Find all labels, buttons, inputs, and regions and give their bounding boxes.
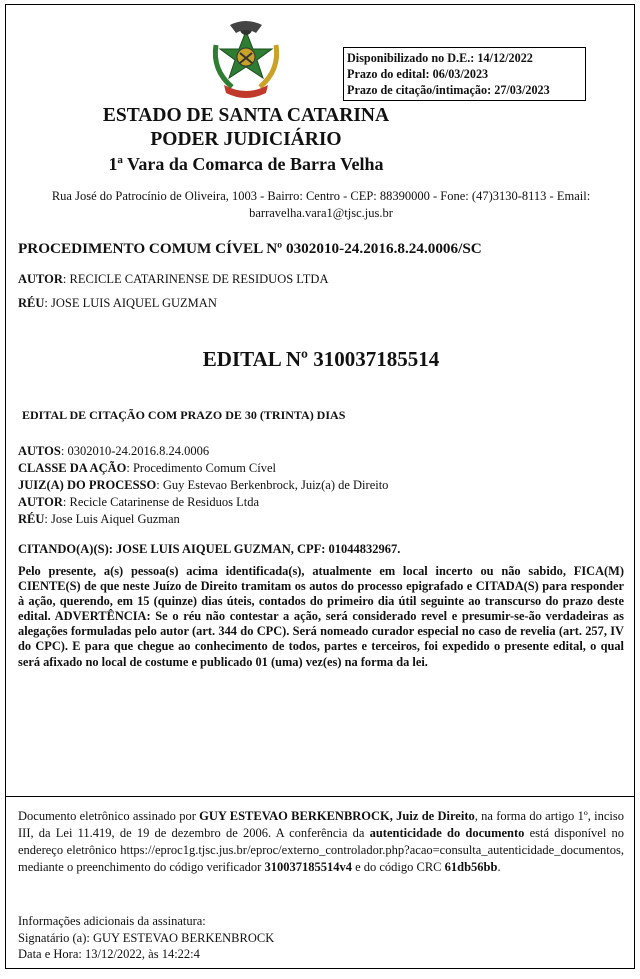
party-reu (18, 296, 217, 311)
detail-reu (18, 511, 388, 528)
juiz-label: JUIZ(A) DO PROCESSO (18, 478, 157, 492)
verification-code: 310037185514v4 (264, 860, 352, 874)
classe-value: : Procedimento Comum Cível (126, 461, 277, 475)
publication-dates-box (343, 47, 586, 101)
court-header (6, 104, 486, 176)
edital-page (5, 4, 635, 969)
edital-body-text: Pelo presente, a(s) pessoa(s) acima identificada(s), atualmente em local incerto ou não sabido, FICA(M) CIENTE(S) de que neste Juízo de Direito tramitam os autos do processo epigrafado e CITADA(S) para responder à ação, querendo, em 15 (quinze) dias úteis, contados do primeiro dia útil seguinte ao transcurso do prazo deste edital. ADVERTÊNCIA: Se o réu não contestar a ação, será considerado revel e presumir-se-ão verdadeiras as alegações formuladas pelo autor (art. 344 do CPC). Será nomeado curador especial no caso de revelia (art. 257, IV do CPC). E para que chegue ao conhecimento de todos, partes e terceiros, foi expedido o presente edital, o qual será afixado no local de costume e publicado 01 (uma) vez(es) na forma da lei. (18, 564, 624, 669)
footer-authenticity: autenticidade do documento (369, 826, 525, 840)
footer-text-1: Documento eletrônico assinado por (18, 809, 200, 823)
publication-date: Disponibilizado no D.E.: 14/12/2022 (347, 51, 533, 65)
citando-line: CITANDO(A)(S): JOSE LUIS AIQUEL GUZMAN, CPF: 01044832967. (18, 542, 401, 556)
court-name: 1ª Vara da Comarca de Barra Velha (108, 154, 384, 174)
detail-reu-value: : Jose Luis Aiquel Guzman (44, 512, 180, 526)
signatario: Signatário (a): GUY ESTEVAO BERKENBROCK (18, 930, 275, 945)
detail-juiz (18, 477, 388, 494)
party-autor (18, 272, 328, 287)
juiz-value: : Guy Estevao Berkenbrock, Juiz(a) de Direito (156, 478, 389, 492)
classe-label: CLASSE DA AÇÃO (18, 461, 127, 475)
detail-classe (18, 460, 388, 477)
detail-autor-value: : Recicle Catarinense de Residuos Ltda (62, 495, 260, 509)
edital-deadline: Prazo do edital: 06/03/2023 (347, 67, 489, 81)
reu-label: RÉU (18, 296, 45, 310)
case-details (18, 443, 388, 528)
crc-code: 61db56bb (444, 860, 498, 874)
court-address: Rua José do Patrocínio de Oliveira, 1003 - Bairro: Centro - CEP: 88390000 - Fone: (47)3130-8113 - Email: barravelha.vara1@tjsc.jus.br (51, 189, 591, 220)
footer-signer: GUY ESTEVAO BERKENBROCK, Juiz de Direito (199, 809, 475, 823)
edital-subtitle: EDITAL DE CITAÇÃO COM PRAZO DE 30 (TRINTA) DIAS (22, 408, 346, 422)
state-name: ESTADO DE SANTA CATARINA (102, 105, 390, 126)
detail-autor (18, 494, 388, 511)
edital-title: EDITAL Nº 310037185514 (202, 347, 440, 371)
signature-info (18, 913, 274, 963)
citation-deadline: Prazo de citação/intimação: 27/03/2023 (347, 83, 550, 97)
signature-info-title: Informações adicionais da assinatura: (18, 914, 206, 928)
autor-value: : RECICLE CATARINENSE DE RESIDUOS LTDA (62, 272, 329, 286)
divider (6, 796, 634, 797)
footer-text-3: está disponível no endereço eletrônico https://eproc1g.tjsc.jus.br/eproc/externo_controlador.php?acao=consulta_autenticidade_documentos, mediante o preenchimento do código verificador (18, 826, 625, 874)
autos-value: : 0302010-24.2016.8.24.0006 (60, 444, 210, 458)
footer-text-5: . (497, 860, 501, 874)
procedure-number: PROCEDIMENTO COMUM CÍVEL Nº 0302010-24.2016.8.24.0006/SC (18, 240, 482, 257)
detail-autor-label: AUTOR (18, 495, 63, 509)
reu-value: : JOSE LUIS AIQUEL GUZMAN (44, 296, 217, 310)
signature-datetime: Data e Hora: 13/12/2022, às 14:22:4 (18, 947, 200, 961)
autor-label: AUTOR (18, 272, 63, 286)
autos-label: AUTOS (18, 444, 61, 458)
electronic-signature-notice (18, 808, 624, 876)
santa-catarina-coat-of-arms-icon (206, 15, 286, 101)
footer-text-4: e do código CRC (351, 860, 445, 874)
judiciary-name: PODER JUDICIÁRIO (150, 129, 342, 150)
detail-autos (18, 443, 388, 460)
detail-reu-label: RÉU (18, 512, 45, 526)
footer-text-2: , na forma do artigo 1º, inciso III, da Lei 11.419, de 19 de dezembro de 2006. A conferência da (18, 809, 624, 840)
